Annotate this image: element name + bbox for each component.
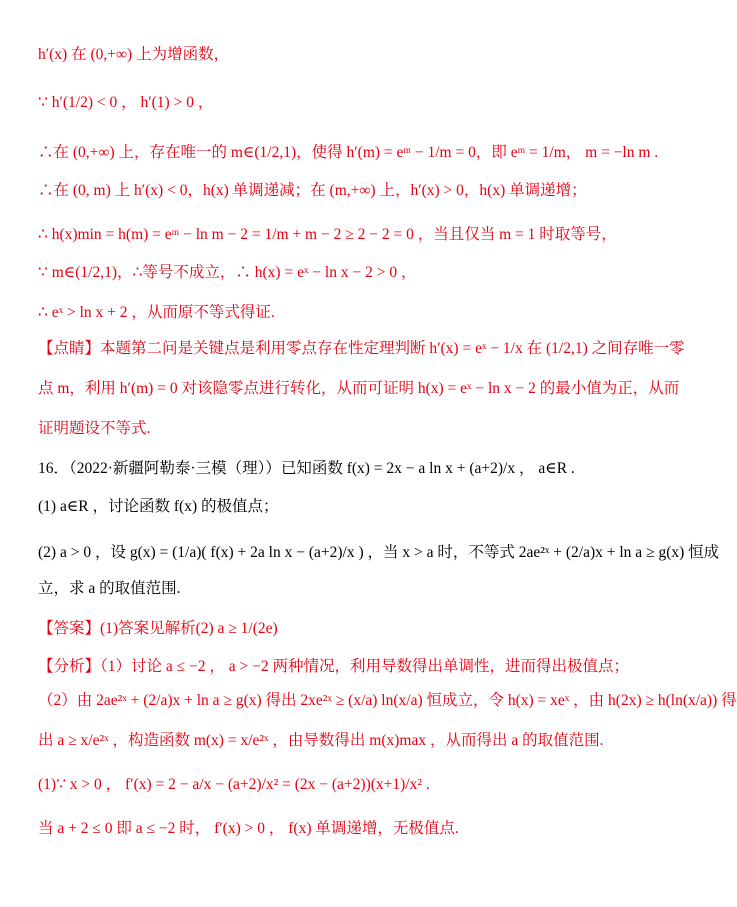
line-1: h′(x) 在 (0,+∞) 上为增函数， xyxy=(38,46,230,63)
question-16-heading: 16．（2022·新疆阿勒泰·三模（理））已知函数 f(x) = 2x − a ln x + (a+2)/x ， a∈R . xyxy=(38,460,575,477)
solution-line-2: 当 a + 2 ≤ 0 即 a ≤ −2 时， f′(x) > 0 ， f(x) 单调递增，无极值点. xyxy=(38,820,459,837)
analysis-line-3: 出 a ≥ x/e²ˣ ，构造函数 m(x) = x/e²ˣ ，由导数得出 m(x)max ，从而得出 a 的取值范围. xyxy=(38,732,604,749)
line-2: ∵ h′(1/2) < 0 ， h′(1) > 0 ， xyxy=(38,94,214,111)
answer-line: 【答案】(1)答案见解析(2) a ≥ 1/(2e) xyxy=(38,620,278,637)
line-3: ∴在 (0,+∞) 上，存在唯一的 m∈(1/2,1)，使得 h′(m) = eᵐ − 1/m = 0，即 eᵐ = 1/m， m = −ln m . xyxy=(38,144,659,161)
line-6: ∵ m∈(1/2,1)，∴等号不成立，∴ h(x) = eˣ − ln x − 2 > 0 ， xyxy=(38,264,417,281)
line-8: 【点睛】本题第二问是关键点是利用零点存在性定理判断 h′(x) = eˣ − 1/x 在 (1/2,1) 之间存唯一零 xyxy=(38,340,685,357)
line-7: ∴ eˣ > ln x + 2 ，从而原不等式得证. xyxy=(38,304,275,321)
line-9: 点 m，利用 h′(m) = 0 对该隐零点进行转化，从而可证明 h(x) = eˣ − ln x − 2 的最小值为正，从而 xyxy=(38,380,680,397)
question-16-part-2: (2) a > 0 ，设 g(x) = (1/a)( f(x) + 2a ln x − (a+2)/x ) ，当 x > a 时，不等式 2ae²ˣ + (2/a)x + ln a ≥ g(x) 恒成 xyxy=(38,544,720,561)
question-16-part-2-cont: 立，求 a 的取值范围. xyxy=(38,580,181,597)
analysis-line-2: （2）由 2ae²ˣ + (2/a)x + ln a ≥ g(x) 得出 2xe²ˣ ≥ (x/a) ln(x/a) 恒成立，令 h(x) = xeˣ ，由 h(2x) ≥ h(ln(x/a)) 得 xyxy=(38,692,737,709)
solution-line-1: (1)∵ x > 0 ， f′(x) = 2 − a/x − (a+2)/x² = (2x − (a+2))(x+1)/x² . xyxy=(38,776,430,793)
line-10: 证明题设不等式. xyxy=(38,420,151,437)
analysis-line-1: 【分析】（1）讨论 a ≤ −2 ， a > −2 两种情况，利用导数得出单调性，进而得出极值点； xyxy=(38,658,629,675)
line-4: ∴在 (0, m) 上 h′(x) < 0，h(x) 单调递减；在 (m,+∞) 上，h′(x) > 0，h(x) 单调递增； xyxy=(38,182,587,199)
question-16-part-1: (1) a∈R ，讨论函数 f(x) 的极值点； xyxy=(38,498,279,515)
line-5: ∴ h(x)min = h(m) = eᵐ − ln m − 2 = 1/m + m − 2 ≥ 2 − 2 = 0 ，当且仅当 m = 1 时取等号， xyxy=(38,226,617,243)
